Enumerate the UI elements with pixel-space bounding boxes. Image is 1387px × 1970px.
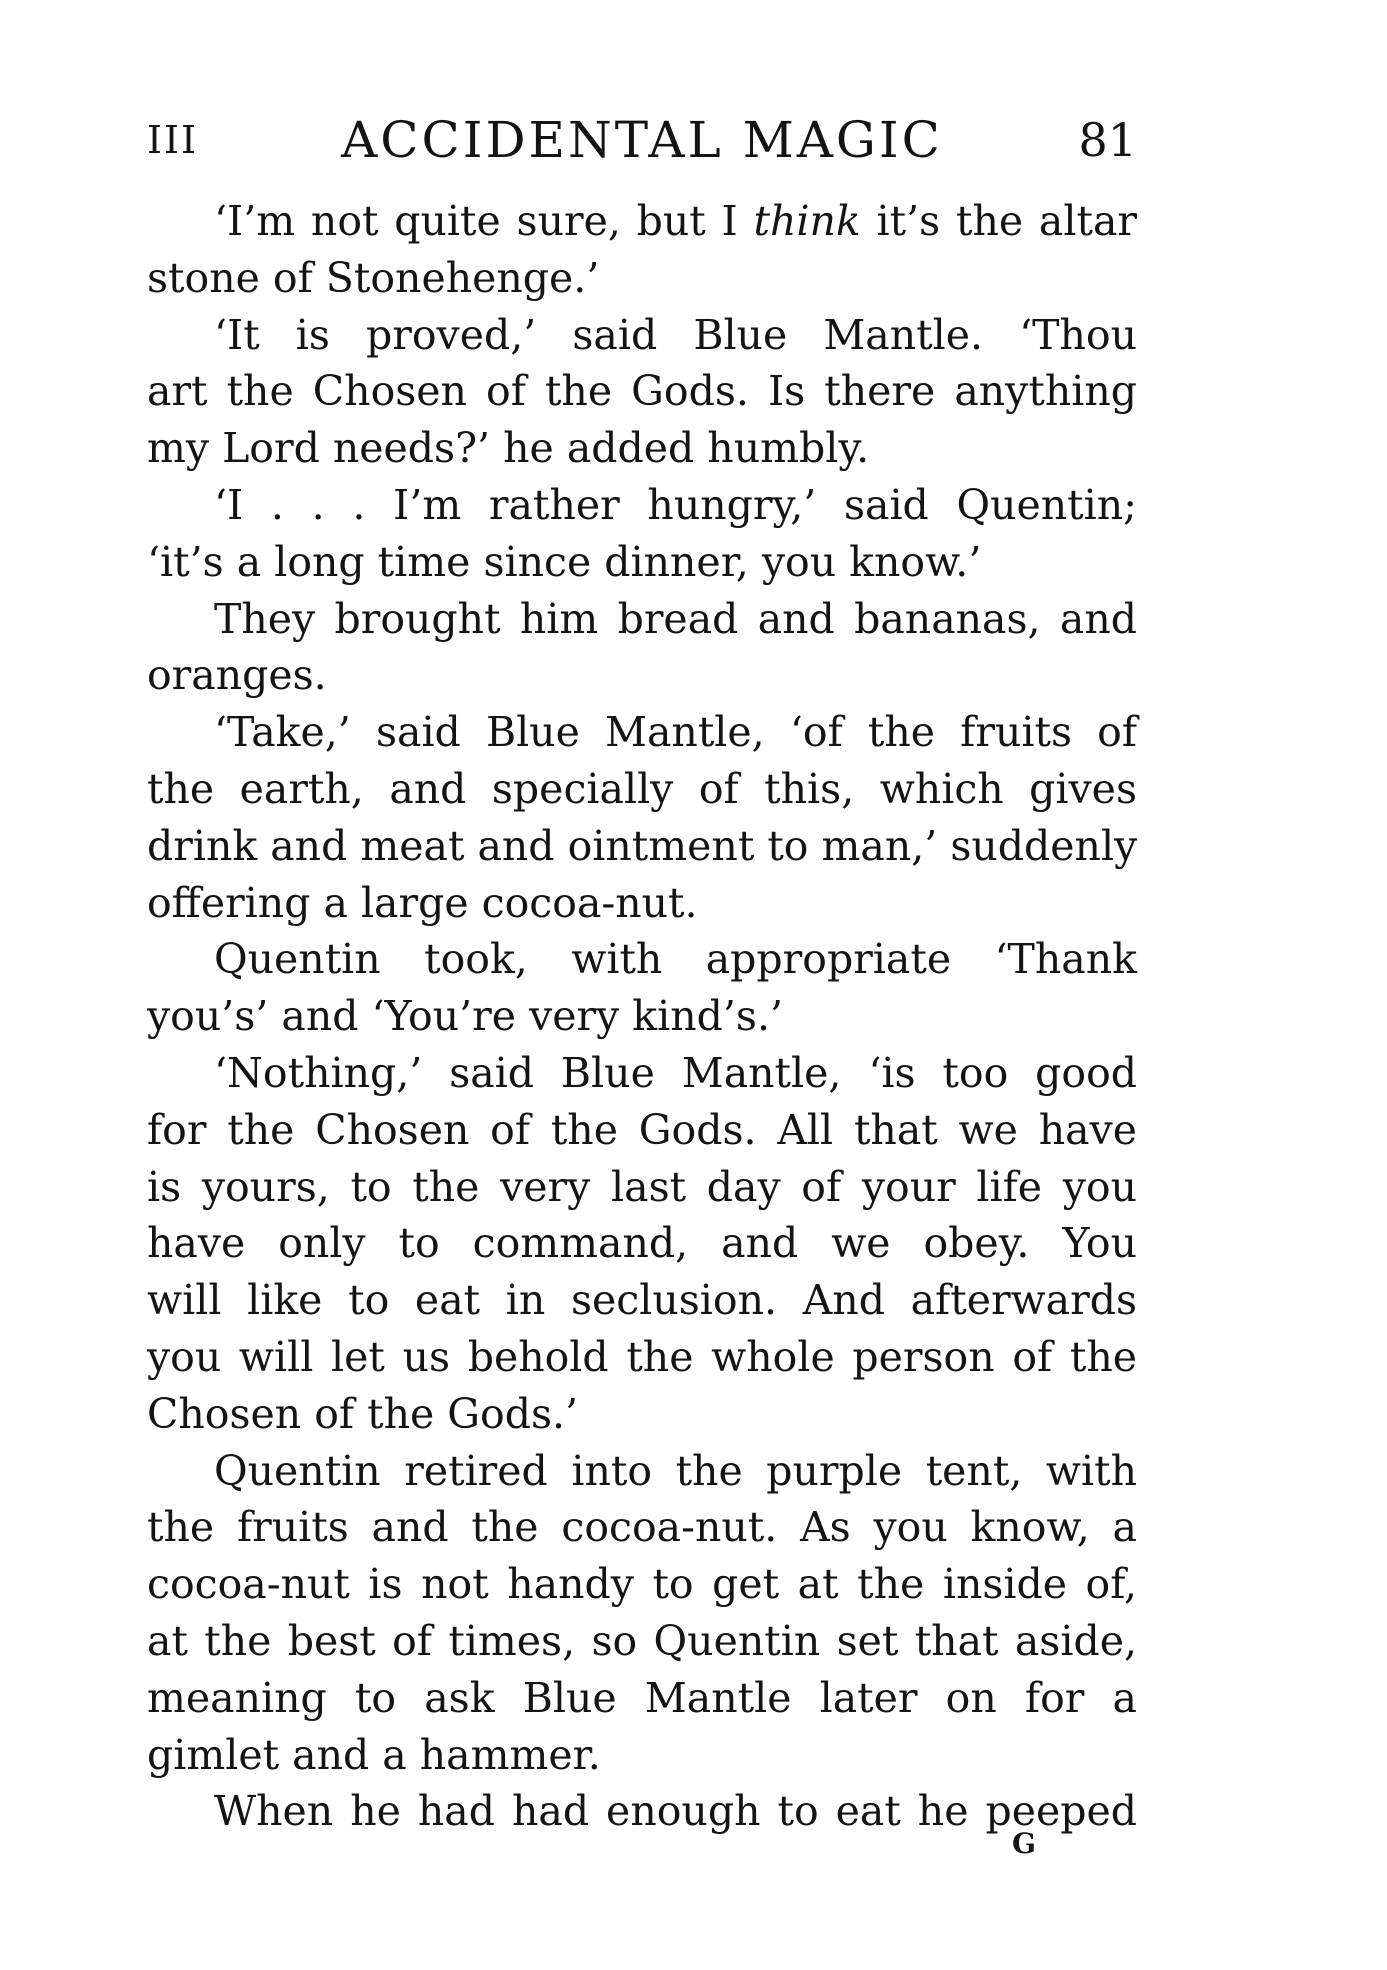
text-line: for the Chosen of the Gods. All that we have bbox=[147, 1105, 1137, 1154]
text-line: drink and meat and ointment to man,’ suddenly bbox=[147, 821, 1138, 870]
text-line: have only to command, and we obey. You bbox=[147, 1219, 1137, 1268]
text-line: at the best of times, so Quentin set that aside, bbox=[147, 1616, 1137, 1665]
text-line: you’s’ and ‘You’re very kind’s.’ bbox=[147, 992, 784, 1041]
body-text bbox=[147, 193, 1137, 1840]
text-line: ‘Take,’ said Blue Mantle, ‘of the fruits of bbox=[214, 708, 1137, 757]
text-line: will like to eat in seclusion. And afterwards bbox=[147, 1276, 1137, 1325]
page-number: 81 bbox=[1078, 113, 1137, 167]
text-line: gimlet and a hammer. bbox=[147, 1730, 601, 1779]
text-line: the earth, and specially of this, which gives bbox=[147, 764, 1137, 813]
text-line: They brought him bread and bananas, and bbox=[214, 594, 1137, 643]
text-line: ‘It is proved,’ said Blue Mantle. ‘Thou bbox=[214, 310, 1137, 359]
text-line: meaning to ask Blue Mantle later on for a bbox=[147, 1673, 1137, 1722]
running-head bbox=[147, 100, 1137, 180]
chapter-number: III bbox=[147, 118, 199, 162]
running-title: ACCIDENTAL MAGIC bbox=[341, 111, 943, 169]
text-line: stone of Stonehenge.’ bbox=[147, 253, 600, 302]
text-line: ‘I’m not quite sure, but I think it’s the altar bbox=[214, 197, 1137, 245]
text-line: When he had had enough to eat he peeped bbox=[214, 1787, 1137, 1836]
text-line: the fruits and the cocoa-nut. As you know, a bbox=[147, 1503, 1137, 1552]
emphasis-think: think bbox=[753, 197, 861, 245]
text-line: my Lord needs?’ he added humbly. bbox=[147, 424, 870, 473]
text-line: Quentin retired into the purple tent, with bbox=[214, 1446, 1137, 1495]
text-line: is yours, to the very last day of your life you bbox=[147, 1162, 1137, 1211]
text-line: ‘Nothing,’ said Blue Mantle, ‘is too good bbox=[214, 1048, 1137, 1097]
text-line: cocoa-nut is not handy to get at the inside of, bbox=[147, 1560, 1137, 1609]
text-line: ‘it’s a long time since dinner, you know.’ bbox=[147, 537, 982, 586]
text-line: you will let us behold the whole person of the bbox=[147, 1332, 1137, 1381]
text-line: offering a large cocoa-nut. bbox=[147, 878, 698, 927]
text-line: Chosen of the Gods.’ bbox=[147, 1389, 579, 1438]
signature-mark: G bbox=[1012, 1827, 1036, 1860]
text-line: Quentin took, with appropriate ‘Thank bbox=[214, 935, 1137, 984]
text-line: oranges. bbox=[147, 651, 327, 700]
text-line: ‘I . . . I’m rather hungry,’ said Quentin; bbox=[214, 480, 1137, 529]
text-line: art the Chosen of the Gods. Is there anything bbox=[147, 367, 1137, 416]
